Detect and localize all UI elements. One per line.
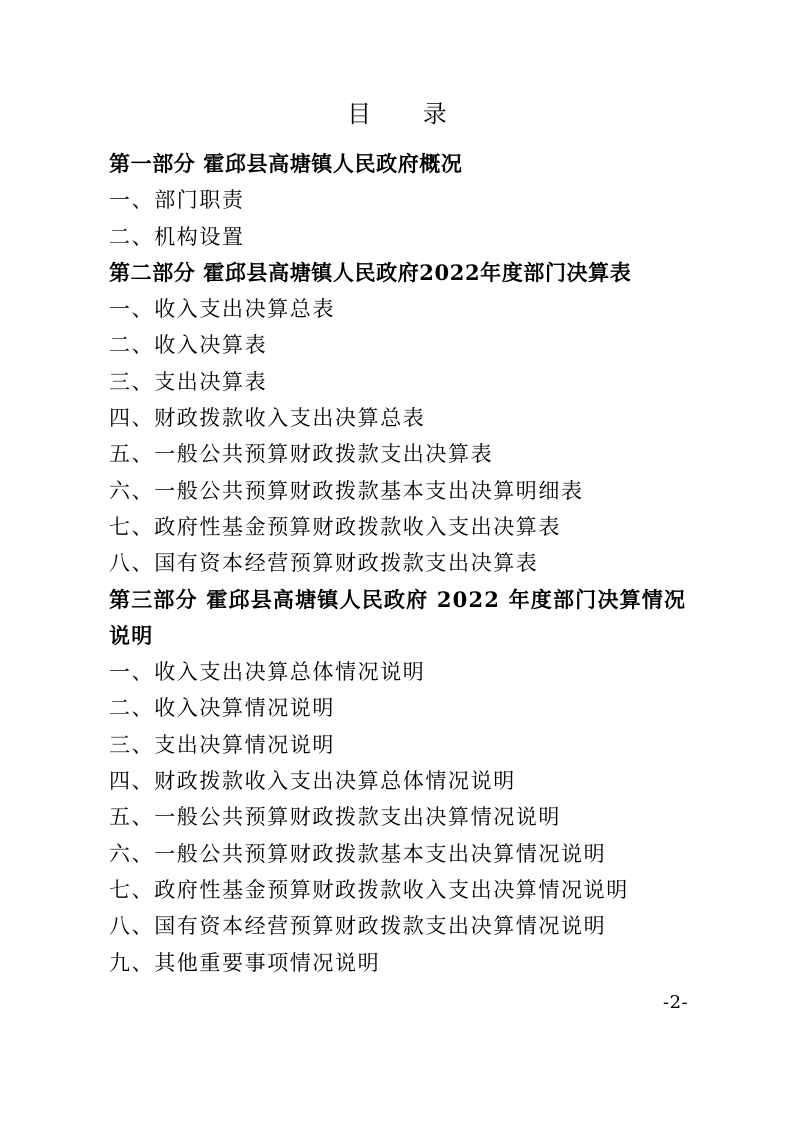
- toc-item: 一、收入支出决算总体情况说明: [109, 660, 426, 685]
- toc-item: 六、一般公共预算财政拨款基本支出决算情况说明: [109, 841, 607, 866]
- toc-item: 二、收入决算表: [109, 333, 268, 358]
- table-of-contents: [109, 146, 709, 981]
- toc-item: 五、一般公共预算财政拨款支出决算表: [109, 442, 494, 467]
- page-title: 目 录: [347, 100, 469, 128]
- toc-part-2: 第二部分 霍邱县高塘镇人民政府2022年度部门决算表: [109, 259, 632, 285]
- toc-item: 七、政府性基金预算财政拨款收入支出决算表: [109, 514, 561, 539]
- toc-part-1: 第一部分 霍邱县高塘镇人民政府概况: [109, 151, 463, 176]
- toc-item: 四、财政拨款收入支出决算总表: [109, 406, 426, 431]
- toc-item: 七、政府性基金预算财政拨款收入支出决算情况说明: [109, 877, 629, 902]
- toc-item: 二、收入决算情况说明: [109, 696, 335, 721]
- toc-item: 八、国有资本经营预算财政拨款支出决算情况说明: [109, 914, 607, 939]
- toc-part-3: 第三部分 霍邱县高塘镇人民政府 2022 年度部门决算情况说明: [109, 586, 687, 648]
- toc-item: 三、支出决算表: [109, 369, 268, 394]
- page-number: -2-: [663, 992, 689, 1013]
- toc-item: 一、部门职责: [109, 188, 245, 213]
- toc-item: 六、一般公共预算财政拨款基本支出决算明细表: [109, 478, 584, 503]
- toc-item: 五、一般公共预算财政拨款支出决算情况说明: [109, 805, 561, 830]
- toc-item: 三、支出决算情况说明: [109, 732, 335, 757]
- toc-item: 八、国有资本经营预算财政拨款支出决算表: [109, 551, 539, 576]
- toc-item: 四、财政拨款收入支出决算总体情况说明: [109, 769, 516, 794]
- toc-item: 九、其他重要事项情况说明: [109, 950, 381, 975]
- toc-item: 二、机构设置: [109, 224, 245, 249]
- toc-item: 一、收入支出决算总表: [109, 297, 335, 322]
